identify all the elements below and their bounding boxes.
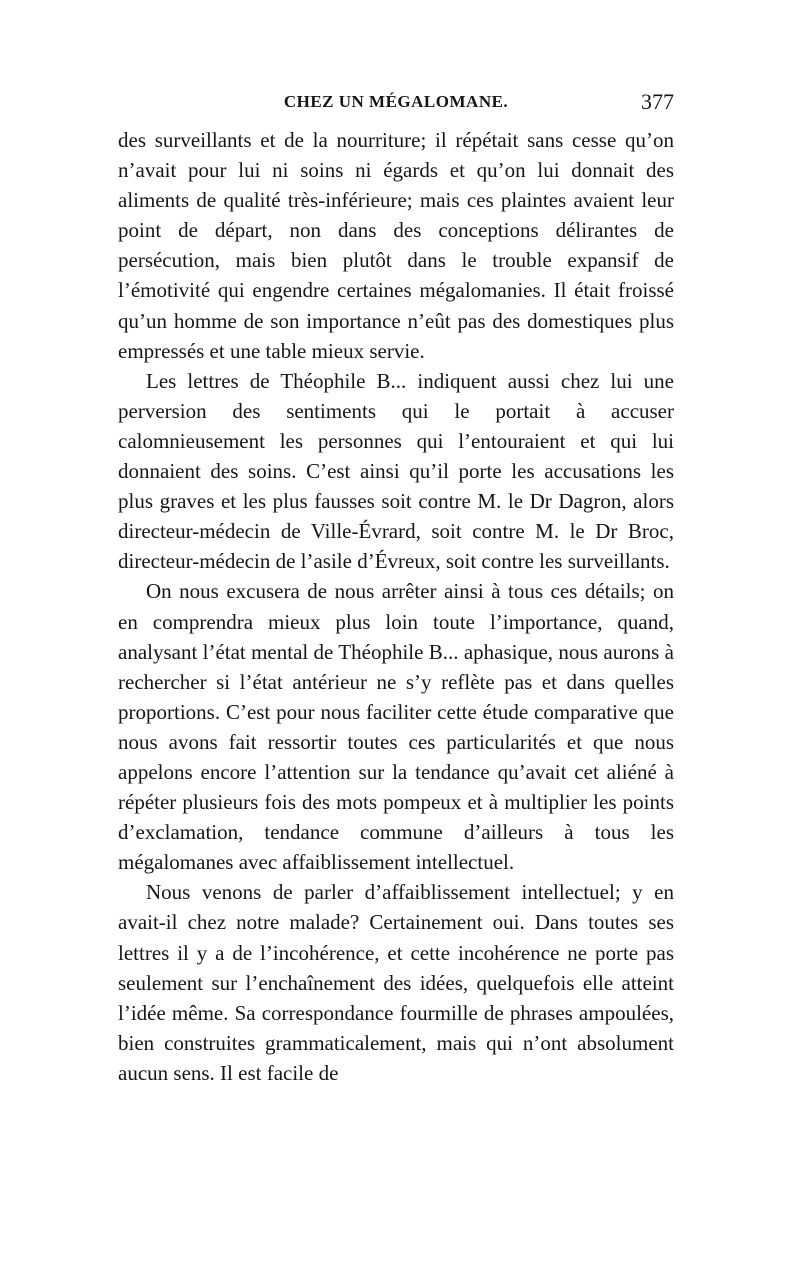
page-number: 377 <box>641 89 674 114</box>
running-title: CHEZ UN MÉGALOMANE. <box>283 92 509 111</box>
paragraph-3: On nous excusera de nous arrêter ainsi à tous ces détails; on en comprendra mieux plus loin toute l’importance, quand, analysant l’état mental de Théophile B... aphasique, nous aurons à rechercher si l’état antérieur ne s’y reflète pas et dans quelles proportions. C’est pour nous faciliter cette étude comparative que nous avons fait ressortir toutes ces particularités et que nous appelons encore l’attention sur la tendance qu’avait cet aliéné à répéter plusieurs fois des mots pompeux et à multiplier les points d’exclamation, tendance commune d’ailleurs à tous les mégalomanes avec affaiblissement intellectuel. <box>118 579 674 875</box>
paragraph-4: Nous venons de parler d’affaiblissement intellectuel; y en avait-il chez notre malade? Certainement oui. Dans toutes ses lettres il y a de l’incohérence, et cette incohérence ne porte pas seulement sur l’enchaînement des idées, quelquefois elle atteint l’idée même. Sa correspondance fourmille de phrases ampoulées, bien construites grammaticalement, mais qui n’ont absolument aucun sens. Il est facile de <box>118 880 674 1085</box>
body-text <box>118 125 674 1088</box>
paragraph-2: Les lettres de Théophile B... indiquent aussi chez lui une perversion des sentiments qui le portait à accuser calomnieusement les personnes qui l’entouraient et qui lui donnaient des soins. C’est ainsi qu’il porte les accusations les plus graves et les plus fausses soit contre M. le Dr Dagron, alors directeur-médecin de Ville-Évrard, soit contre M. le Dr Broc, directeur-médecin de l’asile d’Évreux, soit contre les surveillants. <box>118 368 674 574</box>
paragraph-1: des surveillants et de la nourriture; il répétait sans cesse qu’on n’avait pour lui ni soins ni égards et qu’on lui donnait des aliments de qualité très-inférieure; mais ces plaintes avaient leur point de départ, non dans des conceptions délirantes de persécution, mais bien plutôt dans le trouble expansif de l’émotivité qui engendre certaines mégalomanies. Il était froissé qu’un homme de son importance n’eût pas des domestiques plus empressés et une table mieux servie. <box>118 128 674 363</box>
running-head <box>118 89 674 122</box>
